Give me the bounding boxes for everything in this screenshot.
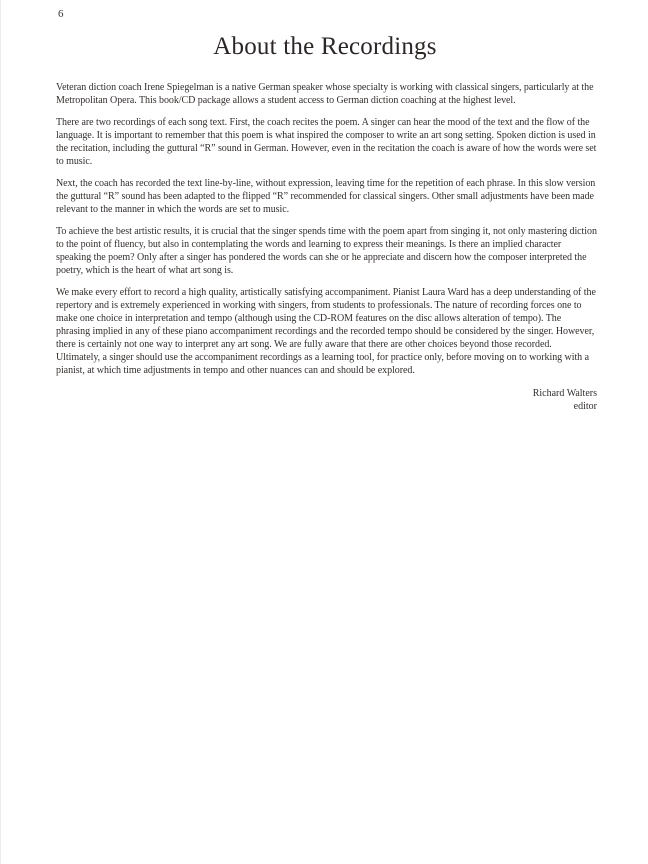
page-title: About the Recordings: [213, 33, 437, 60]
paragraph-3: Next, the coach has recorded the text line-by-line, without expression, leaving time for the repetition of each phrase. In this slow version the guttural “R” sound has been adapted to the flipped “R” recommended for classical singers. Other small adjustments have been made relevant to the manner in which the words are set to music.: [56, 178, 596, 215]
signature-role: editor: [573, 401, 597, 412]
paragraph-4: To achieve the best artistic results, it is crucial that the singer spends time with the poem apart from singing it, not only mastering diction to the point of fluency, but also in contemplating the words and learning to express their meanings. Is there an implied character speaking the poem? Only after a singer has pondered the words can she or he appreciate and discern how the composer interpreted the poetry, which is the heart of what art song is.: [56, 226, 597, 276]
paragraph-1: Veteran diction coach Irene Spiegelman is a native German speaker whose specialty is working with classical singers, particularly at the Metropolitan Opera. This book/CD package allows a student access to German diction coaching at the highest level.: [56, 82, 594, 106]
signature-name: Richard Walters: [532, 388, 597, 399]
page-number: 6: [58, 8, 64, 20]
paragraph-5: We make every effort to record a high quality, artistically satisfying accompaniment. Pianist Laura Ward has a deep understanding of the repertory and is extremely experienced in working with singers, from students to professionals. The nature of recording forces one to make one choice in interpretation and tempo (although using the CD-ROM features on the disc allows alteration of tempo). The phrasing implied in any of these piano accompaniment recordings and the recorded tempo should be considered by the singer. However, there is certainly not one way to interpret any art song. We are fully aware that there are other choices beyond those recorded. Ultimately, a singer should use the accompaniment recordings as a learning tool, for practice only, before moving on to working with a pianist, at which time adjustments in tempo and other nuances can and should be explored.: [56, 287, 596, 376]
page-body: [56, 81, 597, 413]
paragraph-2: There are two recordings of each song text. First, the coach recites the poem. A singer can hear the mood of the text and the flow of the language. It is important to remember that this poem is what inspired the composer to write an art song setting. Spoken diction is used in the recitation, including the guttural “R” sound in German. However, even in the recitation the coach is aware of how the words were set to music.: [56, 117, 597, 167]
signature-block: [56, 387, 597, 413]
